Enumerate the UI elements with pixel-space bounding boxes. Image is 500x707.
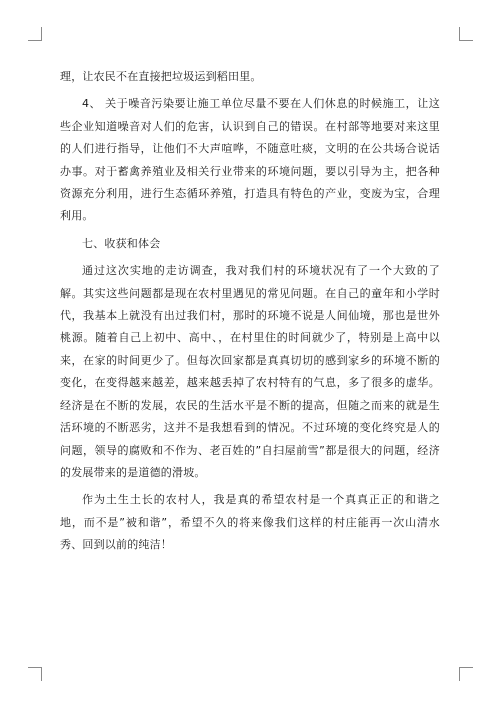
paragraph-noise-pollution: 4、 关于噪音污染要让施工单位尽量不要在人们休息的时候施工，让这些企业知道噪音对人们的危害，认识到自己的错误。在村部等地要对来这里的人们进行指导，让他们不大声喧哗，不随意吐痰，文明的在公共场合说话办事。对于蓄禽养殖业及相关行业带来的环境问题，要以引导为主，把各种资源充分利用，进行生态循环养殖，打造具有特色的产业，变废为宝，合理利用。 — [60, 97, 440, 223]
document-body — [60, 66, 440, 562]
paragraph-reflection: 通过这次实地的走访调查，我对我们村的环境状况有了一个大致的了解。其实这些问题都是现在农村里遇见的常见问题。在自己的童年和小学时代，我基本上就没有出过我们村，那时的环境不说是人间仙境，那也是世外桃源。随着自己上初中、高中、，在村里住的时间就少了，特别是上高中以来，在家的时间更少了。但每次回家都是真真切切的感到家乡的环境不断的变化，在变得越来越差，越来越丢掉了农村特有的气息，多了很多的虚华。经济是在不断的发展，农民的生活水平是不断的提高，但随之而来的就是生活环境的不断恶劣，这并不是我想看到的情况。不过环境的变化终究是人的问题，领导的腐败和不作为、老百姓的”自扫屋前雪”都是很大的问题，经济的发展带来的是道德的滑坡。 — [60, 264, 440, 479]
crop-mark-top-left — [28, 27, 42, 41]
crop-mark-top-right — [459, 27, 473, 41]
paragraph-conclusion: 作为土生土长的农村人，我是真的希望农村是一个真真正正的和谐之地，而不是”被和谐”，希望不久的将来像我们这样的村庄能再一次山清水秀、回到以前的纯洁！ — [60, 493, 440, 552]
paragraph-continuation: 理，让农民不在直接把垃圾运到稻田里。 — [60, 70, 262, 83]
section-heading: 七、收获和体会 — [82, 236, 161, 250]
crop-mark-bottom-left — [28, 667, 42, 681]
crop-mark-bottom-right — [459, 667, 473, 681]
